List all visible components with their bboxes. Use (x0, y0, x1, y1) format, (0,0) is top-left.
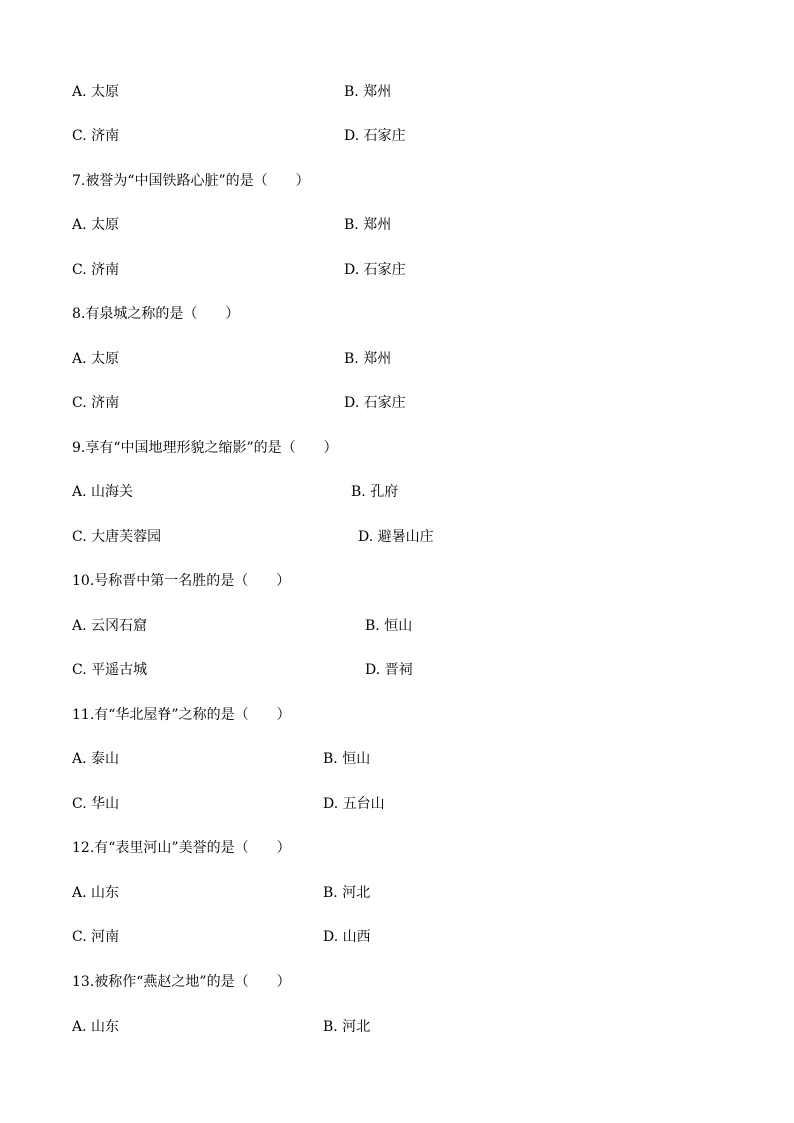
options-row (0, 883, 794, 903)
options-row (0, 749, 794, 769)
option-c: C. 华山 (72, 796, 120, 812)
option-a: A. 泰山 (72, 751, 120, 767)
option-d: D. 山西 (323, 929, 371, 945)
option-b: B. 恒山 (365, 618, 413, 634)
option-d: D. 五台山 (323, 796, 385, 812)
question-row (0, 438, 794, 458)
option-d: D. 石家庄 (344, 395, 406, 411)
option-b: B. 郑州 (344, 217, 392, 233)
option-a: A. 山东 (72, 1019, 120, 1035)
question-text: 8.有泉城之称的是（ ） (72, 306, 240, 322)
options-row (0, 349, 794, 369)
question-row (0, 171, 794, 191)
option-c: C. 济南 (72, 128, 120, 144)
options-row (0, 527, 794, 547)
option-a: A. 太原 (72, 217, 120, 233)
option-c: C. 济南 (72, 395, 120, 411)
question-text: 13.被称作“燕赵之地”的是（ ） (72, 974, 291, 990)
option-d: D. 晋祠 (365, 662, 413, 678)
question-text: 10.号称晋中第一名胜的是（ ） (72, 573, 291, 589)
question-row (0, 571, 794, 591)
options-row (0, 616, 794, 636)
question-row (0, 705, 794, 725)
question-row (0, 838, 794, 858)
options-row (0, 927, 794, 947)
question-text: 11.有“华北屋脊”之称的是（ ） (72, 707, 291, 723)
option-d: D. 石家庄 (344, 128, 406, 144)
question-text: 7.被誉为“中国铁路心脏”的是（ ） (72, 173, 310, 189)
option-a: A. 山东 (72, 885, 120, 901)
option-b: B. 郑州 (344, 84, 392, 100)
option-a: A. 云冈石窟 (72, 618, 148, 634)
option-c: C. 济南 (72, 262, 120, 278)
option-b: B. 郑州 (344, 351, 392, 367)
options-row (0, 482, 794, 502)
options-row (0, 1017, 794, 1037)
question-row (0, 304, 794, 324)
option-a: A. 太原 (72, 84, 120, 100)
option-b: B. 河北 (323, 1019, 371, 1035)
question-text: 9.享有“中国地理形貌之缩影”的是（ ） (72, 440, 338, 456)
option-b: B. 孔府 (351, 484, 399, 500)
question-row (0, 972, 794, 992)
options-row (0, 215, 794, 235)
options-row (0, 660, 794, 680)
option-b: B. 河北 (323, 885, 371, 901)
options-row (0, 126, 794, 146)
options-row (0, 393, 794, 413)
options-row (0, 260, 794, 280)
option-c: C. 大唐芙蓉园 (72, 529, 162, 545)
option-d: D. 石家庄 (344, 262, 406, 278)
option-c: C. 河南 (72, 929, 120, 945)
question-text: 12.有“表里河山”美誉的是（ ） (72, 840, 291, 856)
option-a: A. 太原 (72, 351, 120, 367)
option-c: C. 平遥古城 (72, 662, 148, 678)
option-d: D. 避暑山庄 (358, 529, 434, 545)
option-a: A. 山海关 (72, 484, 134, 500)
options-row (0, 794, 794, 814)
option-b: B. 恒山 (323, 751, 371, 767)
options-row (0, 82, 794, 102)
